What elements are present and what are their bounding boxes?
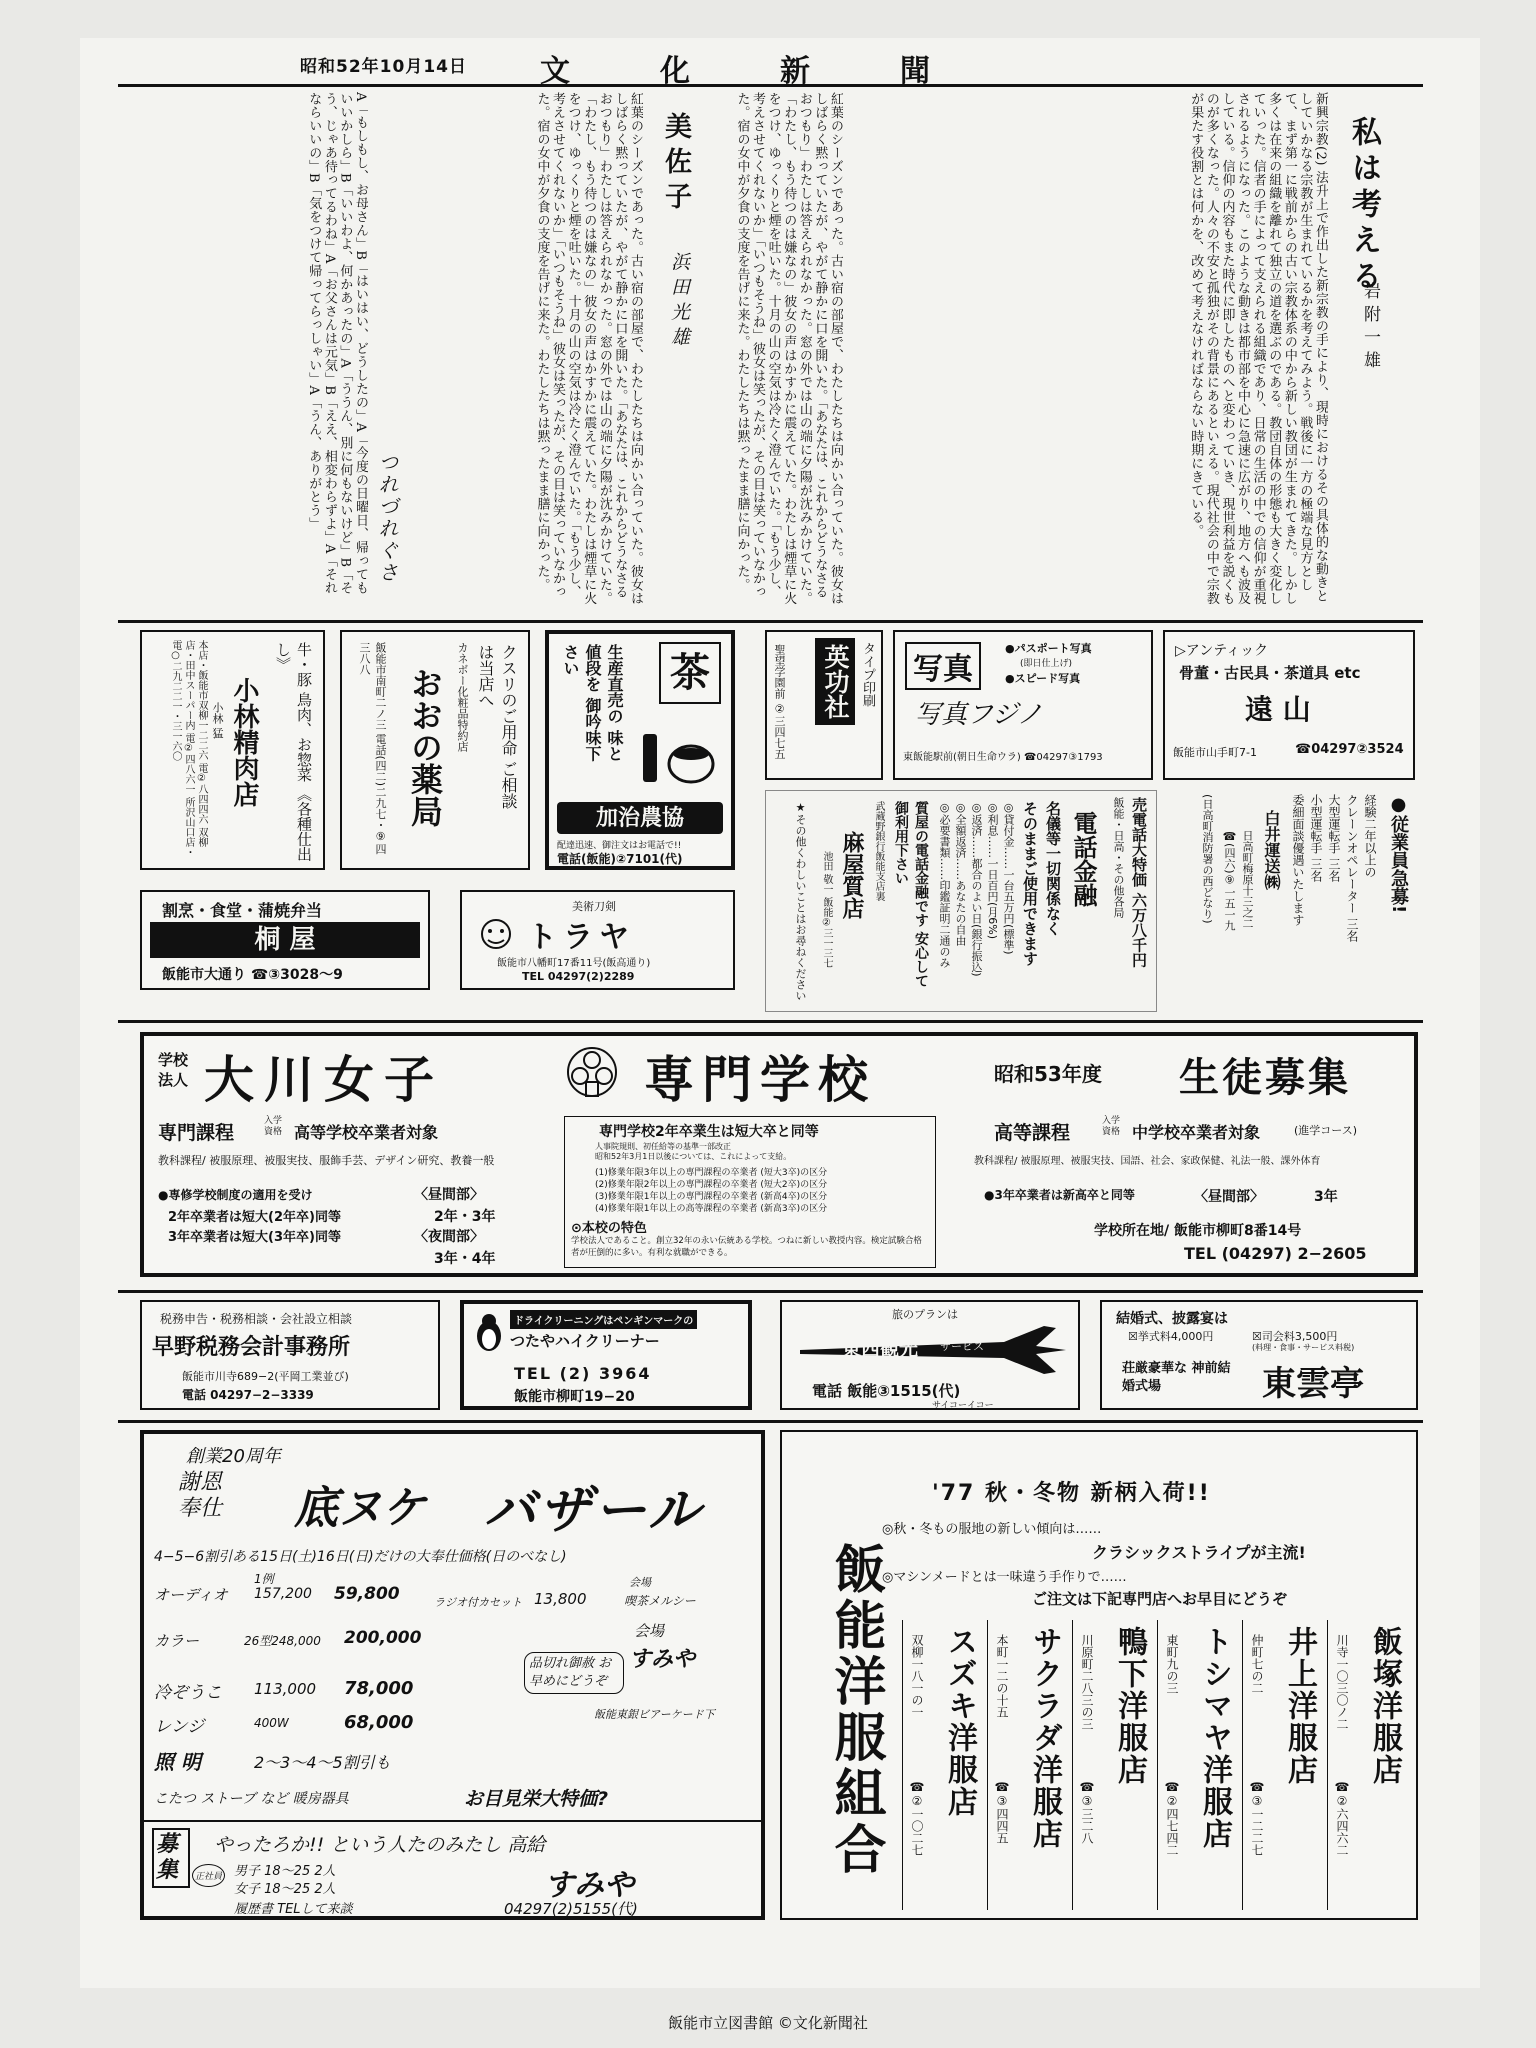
denwa-l5: ◎返済……都合のよい日(銀行振込) — [970, 801, 983, 977]
toun-p1: ☒挙式料4,000円 — [1128, 1330, 1214, 1343]
masthead — [300, 46, 1100, 89]
denwa-sub: 飯能・日高・その他各局 — [1112, 797, 1125, 918]
okawa-c1q: 入学資格 — [264, 1116, 283, 1137]
tailor-shop-address: 川原町二八三の三 — [1080, 1634, 1094, 1730]
toun-name: 東雲亭 — [1262, 1364, 1364, 1404]
tozai-kana: サイコーイコー — [932, 1401, 994, 1410]
photo-shop: 写真フジノ — [915, 700, 1043, 730]
bazaar-i1: オーディオ — [154, 1586, 228, 1604]
denwa-l1: 名儀等一切関係なく — [1044, 801, 1062, 936]
okawa-corp: 学校法人 — [158, 1051, 189, 1089]
bazaar-rec: 募集 — [152, 1828, 190, 1888]
toyama-items: 骨董・古民具・茶道具 etc — [1179, 664, 1361, 682]
opinion-title: 私は考える — [1346, 116, 1381, 296]
footer-credit: 飯能市立図書館 ©文化新聞社 — [668, 2014, 868, 2032]
bazaar-i3b: 200,000 — [344, 1628, 422, 1648]
story-author: 浜田光雄 — [668, 252, 690, 352]
ad-toun — [1100, 1300, 1418, 1410]
hayano-addr: 飯能市川寺689−2(平岡工業並び) — [182, 1370, 349, 1383]
hayano-tel: 電話 04297−2−3339 — [182, 1388, 314, 1402]
okawa-c2t: 中学校卒業者対象 — [1132, 1123, 1261, 1142]
denwa-l3: ◎貸付金……一台五万円(標準) — [1002, 801, 1015, 955]
denwa-name2: 麻屋質店 — [839, 831, 865, 919]
tailor-shop — [902, 1620, 987, 1910]
manga-title: つれづれぐさ — [375, 452, 399, 584]
issue-date: 昭和52年10月14日 — [300, 57, 467, 77]
yofuku-l4: ご注文は下記専門店へお早目にどうぞ — [1032, 1590, 1288, 1608]
tiger-icon — [476, 914, 516, 954]
okawa-c2: 高等課程 — [994, 1122, 1071, 1144]
toyama-name: 遠 山 — [1245, 693, 1311, 726]
shirai-l5: 委細面談優遇いたします — [1291, 794, 1305, 926]
tailor-shop-tel: ☎②一〇二七 — [910, 1780, 924, 1856]
bazaar-i1n: 1例 — [254, 1572, 274, 1586]
okawa-c2q: 入学資格 — [1102, 1116, 1121, 1137]
tailor-shop-name: スズキ洋服店 — [942, 1626, 977, 1818]
bazaar-i7a: お目見栄大特価? — [464, 1788, 609, 1810]
bazaar-i1a: 157,200 — [254, 1586, 312, 1602]
story-body: 紅葉のシーズンであった。古い宿の部屋で、わたしたちは向かい合っていた。彼女はしばらく黙っていたが、やがて静かに口を開いた。「あなたは、これからどうなさるおつもり」わたしは答えられなかった。窓の外では山の端に夕陽が沈みかけていた。「わたし、もう待つのは嫌なの」彼女の声はかすかに震えていた。わたしは煙草に火をつけ、ゆっくりと煙を吐いた。十月の山の空気は冷たく澄んでいた。「もう少し、考えさせてくれないか」「いつもそうね」彼女は笑ったが、その目は笑っていなかった。宿の女中が夕食の支度を告げに来た。わたしたちは黙ったまま膳に向かった。 — [534, 92, 643, 605]
yofuku-l1: ◎秋・冬もの服地の新しい傾向は…… — [882, 1522, 1102, 1537]
tailor-shop-name: 鴨下洋服店 — [1112, 1626, 1147, 1786]
okawa-c1t: 高等学校卒業者対象 — [294, 1123, 439, 1142]
bazaar-venue2n: すみや — [629, 1647, 696, 1672]
tailor-shop-name: 井上洋服店 — [1282, 1626, 1317, 1786]
ad-yofuku — [780, 1430, 1418, 1920]
okawa-addr: 学校所在地/ 飯能市柳町8番14号 — [1094, 1223, 1302, 1239]
header-rule — [118, 84, 1423, 87]
okawa-r1v: 3年 — [1314, 1189, 1338, 1205]
yofuku-group: 飯能洋服組合 — [825, 1542, 886, 1878]
okawa-d1v: 2年・3年 — [434, 1209, 496, 1225]
kobayashi-info: 本店・飯能市双柳一二二六 電②八四四六 双柳店・田中スーパー内 電②四八六一 所沢山口店・電○二九二二一・三一六〇 — [170, 640, 207, 858]
tozai-name: 東西観光 — [842, 1338, 919, 1360]
section-rule-2 — [118, 1020, 1423, 1023]
tozai-svc: サービス — [940, 1340, 984, 1353]
photo-info: 東飯能駅前(朝日生命ウラ) ☎04297③1793 — [903, 752, 1103, 763]
okawa-l1: ●専修学校制度の適用を受け — [158, 1188, 313, 1202]
okawa-c2s: 教科課程/ 被服原理、被服実技、国語、社会、家政保健、礼法一般、課外体育 — [974, 1156, 1321, 1167]
shirai-l1: 経験二年以上の — [1363, 794, 1377, 878]
tailor-shop-address: 仲町七の二 — [1250, 1634, 1264, 1694]
ad-shirai — [1165, 790, 1415, 1010]
denwa-head: 売電話大特価 六万八千円 — [1130, 797, 1148, 968]
ad-tozai — [780, 1300, 1080, 1410]
denwa-tel: 池田 敬一 飯能②三一三七 — [821, 851, 832, 969]
opinion-author: 岩附一雄 — [1360, 282, 1380, 374]
bazaar-venue1n: 喫茶メルシー — [624, 1594, 696, 1608]
tailor-shop — [987, 1620, 1072, 1910]
bazaar-i2a: 13,800 — [534, 1590, 587, 1608]
bazaar-i4b: 78,000 — [344, 1678, 414, 1699]
kobayashi-owner: 小林 猛 — [211, 702, 224, 739]
tozai-tel: 電話 飯能③1515(代) — [812, 1382, 961, 1400]
tea-cup-icon — [639, 726, 719, 796]
toyama-cat: ▷アンティック — [1175, 643, 1269, 659]
toraya-cat: 美術刀剣 — [572, 900, 616, 913]
bazaar-h3: 底ヌケ — [294, 1483, 426, 1534]
kobayashi-name: 小林精肉店 — [229, 677, 259, 807]
okawa-c1s: 教科課程/ 被服原理、被服実技、服飾手芸、デザイン研究、教養一般 — [158, 1154, 495, 1167]
okawa-c1: 専門課程 — [158, 1122, 235, 1144]
bazaar-i7: こたつ ストーブ など 暖房器具 — [154, 1791, 349, 1807]
kappo-name: 桐 屋 — [150, 922, 420, 958]
kahoku-note: 配達迅速、御注文はお電話で!! — [557, 841, 682, 851]
toraya-tel: TEL 04297(2)2289 — [522, 970, 635, 983]
okawa-d2v: 3年・4年 — [434, 1251, 496, 1267]
eikosha-tel: 聖望学園前 ②三四七五 — [773, 644, 786, 760]
ad-bazaar — [140, 1430, 765, 1920]
okawa-d2: 〈夜間部〉 — [414, 1229, 484, 1245]
bazaar-i5a: 400W — [254, 1716, 289, 1730]
tailor-shop-tel: ☎②六四六二 — [1335, 1780, 1349, 1856]
bazaar-note: 飯能東銀ビアーケード下 — [594, 1708, 715, 1721]
eikosha-name: 英功社 — [815, 638, 855, 725]
toraya-addr: 飯能市八幡町17番11号(飯高通り) — [497, 958, 651, 969]
section-rule — [118, 620, 1423, 623]
toyama-tel: ☎04297②3524 — [1295, 742, 1404, 757]
tailor-shop-tel: ☎③三二八 — [1080, 1780, 1094, 1844]
oono-info: 飯能市南町二ノ三 電話(四二)二九七・⑨四三八八 — [358, 642, 387, 855]
denwa-name: 電話金融 — [1069, 811, 1098, 907]
okawa-tel: TEL (04297) 2−2605 — [1184, 1244, 1367, 1263]
school-crest-icon — [564, 1042, 620, 1104]
tsutaya-tel: TEL (2) 3964 — [514, 1364, 652, 1383]
photo-b1: ●パスポート写真 — [1005, 642, 1092, 655]
tsutaya-addr: 飯能市柳町19−20 — [514, 1389, 635, 1405]
tailor-shop-tel: ☎③一二二七 — [1250, 1780, 1264, 1856]
okawa-feat-head: ⊙本校の特色 — [571, 1221, 647, 1236]
ad-kappo — [140, 890, 430, 990]
bazaar-r2: 女子 18〜25 2人 — [234, 1882, 336, 1897]
bazaar-box: 品切れ御赦 お早めにどうぞ — [524, 1652, 624, 1694]
okawa-recruit: 生徒募集 — [1179, 1055, 1351, 1101]
airplane-icon — [794, 1320, 1070, 1376]
section-rule-4 — [118, 1420, 1423, 1423]
paper-name: 文化新聞 — [540, 54, 1020, 89]
ad-kahoku — [545, 630, 735, 870]
bazaar-i5b: 68,000 — [344, 1712, 414, 1733]
shirai-tel: ☎(四六)⑨一五一九 — [1223, 830, 1236, 931]
hayano-cat: 税務申告・税務相談・会社設立相談 — [160, 1312, 353, 1326]
yofuku-l3: ◎マシンメードとは一味違う手作りで…… — [882, 1570, 1127, 1585]
toyama-addr: 飯能市山手町7-1 — [1173, 746, 1257, 759]
okawa-year: 昭和53年度 — [994, 1062, 1102, 1086]
bazaar-i3a: 26型248,000 — [244, 1634, 321, 1648]
denwa-l6: ◎全額返済……あなたの自由 — [954, 801, 967, 946]
ad-hayano — [140, 1300, 440, 1410]
shirai-l4: 小型運転手 三名 — [1309, 794, 1323, 882]
bazaar-r3: 履歴書 TELして来談 — [234, 1902, 353, 1917]
tailor-shop-tel: ☎③四四五 — [995, 1780, 1009, 1844]
ad-okawa-school — [140, 1032, 1418, 1277]
shirai-l3: 大型運転手 三名 — [1327, 794, 1341, 882]
opinion-body: 新興宗教(2) 法升上で作出した新宗教の手により、現時におけるその具体的な動きとしていかなる宗教が生まれているかを考えてみよう。戦後に一方の極端な見方として、まず第一に戦前からの古い宗教体系の中から新しい教団が生まれてきた。しかし多くは在来の組織を離れて独立の道を選ぶのである。教団自体の形態も大きく変化していった。信者の手によって支えられる組織であり、日常の生活の中での信仰が重視されるようになった。このような動きは都市部を中心に急速に広がり、地方へも波及している。信仰の内容もまた時代に即したものへと変わっていき、現世利益を説くものが多くなった。人々の不安と孤独がその背景にあるといえる。現代社会の中で宗教が果たす役割とは何かを、改めて考えなければならない時期にきている。 — [1188, 92, 1328, 605]
bazaar-i6a: 2〜3〜4〜5割引も — [254, 1753, 391, 1772]
denwa-note: ★その他くわしいことはお尋ねください — [794, 801, 807, 1001]
denwa-l7: ◎必要書類……印鑑証明二通のみ — [938, 801, 951, 968]
toun-p2: ☒司会料3,500円 — [1252, 1330, 1338, 1343]
bazaar-venue2: 会場 — [634, 1622, 665, 1640]
hayano-name: 早野税務会計事務所 — [152, 1335, 351, 1360]
bazaar-i3: カラー — [154, 1632, 200, 1650]
bazaar-hz: 正社員 — [192, 1864, 225, 1887]
kobayashi-text: 牛・豚 鳥肉、お惣菜 《各種仕出し》 — [274, 642, 313, 862]
toun-h: 結婚式、披露宴は — [1116, 1311, 1228, 1327]
bazaar-tel: 04297(2)5155(代) — [504, 1900, 638, 1918]
bazaar-line: 4−5−6割引ある15日(土)16日(日)だけの大奉仕価格(日のべなし) — [154, 1549, 567, 1565]
okawa-l3: 3年卒業者は短大(3年卒)同等 — [168, 1230, 341, 1245]
okawa-l2: 2年卒業者は短大(2年卒)同等 — [168, 1210, 341, 1225]
bazaar-r1: 男子 18〜25 2人 — [234, 1864, 336, 1879]
tailor-shop-address: 東町九の三 — [1165, 1634, 1179, 1694]
okawa-mid5: (3)修業年限1年以上の専門課程の卒業者 (新高4卒)の区分 — [595, 1192, 828, 1202]
yofuku-l2: クラシックストライプが主流! — [1092, 1543, 1306, 1562]
bazaar-i4: 冷ぞうこ — [154, 1683, 222, 1703]
tozai-slogan: 旅のプランは — [892, 1308, 958, 1321]
shirai-addr: 日高町梅原十三之二 — [1241, 830, 1254, 929]
okawa-name: 大川女子 — [204, 1051, 444, 1109]
ad-toraya — [460, 890, 735, 990]
tsutaya-banner: ドライクリーニングはペンギンマークの — [510, 1310, 697, 1329]
tailor-shop-address: 双柳一八一の一 — [910, 1634, 924, 1718]
ad-eikosha — [765, 630, 883, 780]
bazaar-i2: ラジオ付カセット — [434, 1596, 522, 1609]
photo-title: 写真 — [905, 642, 981, 690]
okawa-mid-box — [564, 1116, 936, 1268]
tailor-shop — [1157, 1620, 1242, 1910]
tailor-shop-tel: ☎②四七四二 — [1165, 1780, 1179, 1856]
kahoku-slogan: 生産直売の 味と値段を 御吟味下さい — [561, 644, 624, 762]
denwa-l2: そのままご使用できます — [1021, 801, 1039, 966]
toun-v: 荘厳豪華な 神前結婚式場 — [1122, 1361, 1231, 1394]
eikosha-cat: タイプ印刷 — [860, 642, 875, 707]
kahoku-tea-mark: 茶 — [659, 642, 721, 704]
oono-text: クスリのご用命 ご相談は当店へ — [476, 644, 518, 810]
yofuku-shop-list — [902, 1620, 1412, 1910]
oono-sub: カネボー化粧品特約店 — [456, 642, 469, 752]
bazaar-shop: すみや — [544, 1868, 634, 1903]
okawa-name2: 専門学校 — [644, 1051, 876, 1109]
okawa-mid3: (1)修業年限3年以上の専門課程の卒業者 (短大3卒)の区分 — [595, 1168, 828, 1178]
story-title: 美佐子 — [660, 112, 691, 217]
kappo-info: 飯能市大通り ☎③3028～9 — [162, 967, 343, 983]
tailor-shop-address: 本町一二の十五 — [995, 1634, 1009, 1718]
shirai-name: 白井運送㈱ — [1262, 810, 1281, 890]
okawa-mid6: (4)修業年限1年以上の高等課程の卒業者 (新高3卒)の区分 — [595, 1204, 828, 1214]
okawa-r1d: 〈昼間部〉 — [1194, 1189, 1264, 1205]
yofuku-head: '77 秋・冬物 新柄入荷!! — [932, 1481, 1211, 1506]
bazaar-i4a: 113,000 — [254, 1680, 317, 1698]
shirai-note: (日高町消防署の西どなり) — [1201, 794, 1214, 924]
penguin-icon — [472, 1312, 506, 1352]
kahoku-name: 加治農協 — [557, 802, 723, 834]
tailor-shop — [1072, 1620, 1157, 1910]
manga-body: A「もしもし、お母さん」B「はいはい、どうしたの」A「今度の日曜日、帰ってもいいかしら」B「いいわよ、何かあったの」A「ううん、別に何もないけど」B「そう、じゃあ待ってるわね」A「お父さんは元気」B「ええ、相変わらずよ」A「それならいいの」B「気をつけて帰ってらっしゃい」A「うん、ありがとう」 — [306, 92, 368, 595]
kahoku-tel: 電話(飯能)②7101(代) — [557, 852, 683, 866]
kappo-cat: 割烹・食堂・蒲焼弁当 — [162, 901, 323, 920]
photo-b2: ●スピード写真 — [1005, 672, 1081, 685]
bazaar-i1b: 59,800 — [334, 1584, 400, 1604]
tsutaya-name: つたやハイクリーナー — [510, 1332, 660, 1350]
ad-toyama — [1163, 630, 1415, 780]
denwa-l4: ◎利息……一日百円(月6%) — [986, 801, 999, 940]
okawa-mid2: 昭和52年3月1日以後については、これによって支給。 — [595, 1152, 792, 1161]
shirai-l2: クレーンオペレーター 三名 — [1345, 794, 1359, 942]
bazaar-venue1: 会場 — [629, 1576, 651, 1589]
ad-denwa — [765, 790, 1157, 1012]
toun-p3: (料理・食事・サービス料税) — [1252, 1343, 1355, 1352]
okawa-d1: 〈昼間部〉 — [414, 1187, 484, 1203]
okawa-c2n: (進学コース) — [1294, 1124, 1358, 1137]
toraya-name: トラヤ — [527, 920, 635, 955]
bazaar-rec2: やったろか!! という人たのみたし 高給 — [214, 1834, 546, 1856]
bazaar-divider — [144, 1820, 765, 1822]
ad-tsutaya — [460, 1300, 752, 1410]
photo-b1s: (即日仕上げ) — [1020, 659, 1073, 669]
okawa-feat: 学校法人であること。創立32年の永い伝統ある学校。つねに新しい教授内容。検定試験合格者が圧倒的に多い。有利な就職ができる。 — [571, 1236, 922, 1258]
ad-photo — [893, 630, 1153, 780]
bazaar-i5: レンジ — [154, 1717, 205, 1737]
denwa-l8: 質屋の電話金融です 安心して御利用下さい — [893, 801, 929, 988]
tailor-shop — [1327, 1620, 1412, 1910]
ad-oono — [340, 630, 530, 870]
tailor-shop-address: 川寺一〇三〇ノ二 — [1335, 1634, 1349, 1730]
section-rule-3 — [118, 1290, 1423, 1293]
bazaar-i6: 照 明 — [154, 1750, 201, 1774]
bazaar-title: バザール — [484, 1481, 703, 1541]
tailor-shop — [1242, 1620, 1327, 1910]
bazaar-h1: 創業20周年 — [186, 1446, 281, 1467]
okawa-mid4: (2)修業年限2年以上の専門課程の卒業者 (短大2卒)の区分 — [595, 1180, 828, 1190]
tailor-shop-name: トシマヤ洋服店 — [1197, 1626, 1232, 1850]
tailor-shop-name: 飯塚洋服店 — [1367, 1626, 1402, 1786]
okawa-mid-head: 専門学校2年卒業生は短大卒と同等 — [599, 1124, 819, 1140]
okawa-r1: ●3年卒業者は新高卒と同等 — [984, 1188, 1135, 1202]
story-body-cont: 紅葉のシーズンであった。古い宿の部屋で、わたしたちは向かい合っていた。彼女はしばらく黙っていたが、やがて静かに口を開いた。「あなたは、これからどうなさるおつもり」わたしは答えられなかった。窓の外では山の端に夕陽が沈みかけていた。「わたし、もう待つのは嫌なの」彼女の声はかすかに震えていた。わたしは煙草に火をつけ、ゆっくりと煙を吐いた。十月の山の空気は冷たく澄んでいた。「もう少し、考えさせてくれないか」「いつもそうね」彼女は笑ったが、その目は笑っていなかった。宿の女中が夕食の支度を告げに来た。わたしたちは黙ったまま膳に向かった。 — [734, 92, 843, 605]
bazaar-h2: 謝恩 奉仕 — [178, 1470, 223, 1521]
denwa-addr: 武蔵野銀行飯能支店裏 — [873, 801, 884, 901]
tailor-shop-name: サクラダ洋服店 — [1027, 1626, 1062, 1850]
shirai-head: ●従業員急募! — [1388, 794, 1409, 914]
ad-kobayashi — [140, 630, 325, 870]
editorial-area — [118, 92, 1423, 612]
oono-name: おおの薬局 — [406, 667, 444, 827]
okawa-mid1: 人事院規則、初任給等の基準一部改正 — [595, 1142, 731, 1151]
